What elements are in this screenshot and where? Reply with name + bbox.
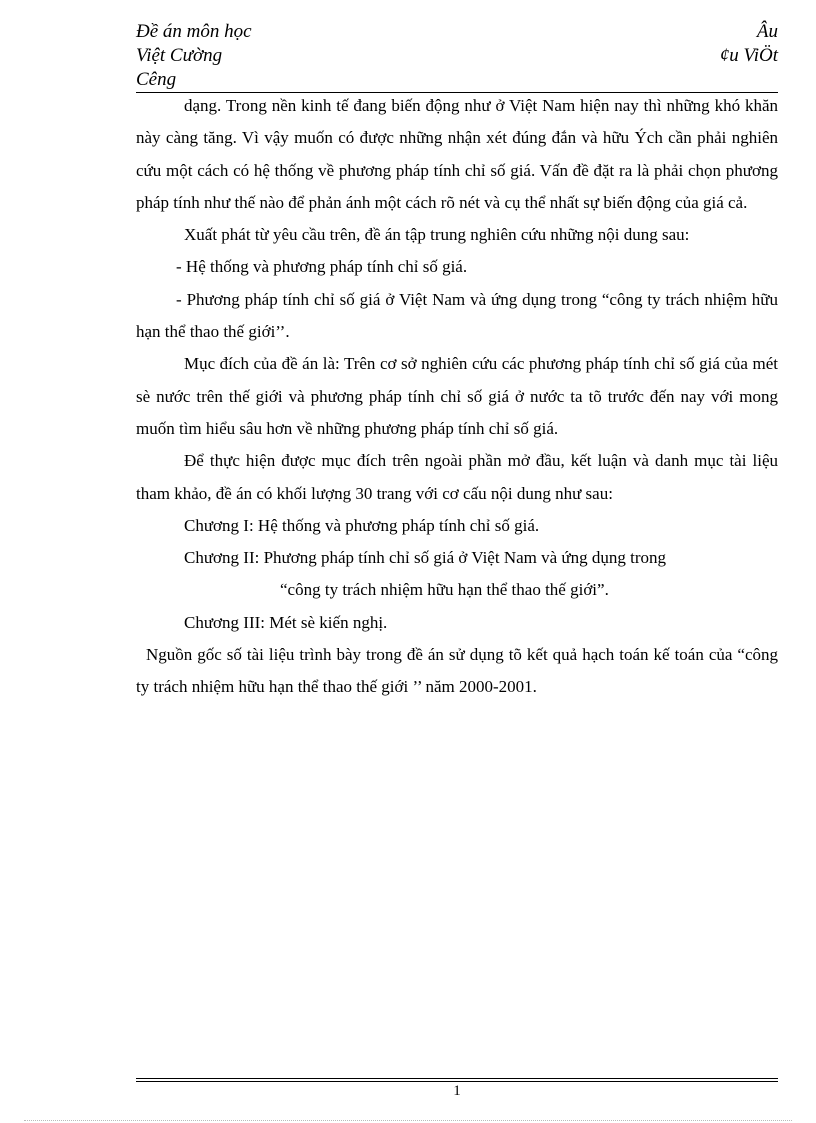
header-right-line1: Âu [756, 21, 778, 42]
page-bottom-edge [24, 1120, 792, 1121]
header-right-line2: ¢u ViÖt [719, 45, 778, 66]
list-item-scope-1: - Hệ thống và phương pháp tính chỉ số giá. [176, 257, 468, 277]
header-course-label: Đề án môn học [136, 21, 252, 42]
footer-divider-top [136, 1078, 778, 1079]
header-author-name-cont: Cêng [136, 69, 177, 90]
paragraph-sources: Nguồn gốc số tài liệu trình bày trong đề án sử dụng tõ kết quả hạch toán kế toán của “công ty trách nhiệm hữu hạn thể thao thế giới ’’ năm 2000-2001. [136, 645, 778, 697]
paragraph-intro: dạng. Trong nền kinh tế đang biến động như ở Việt Nam hiện nay thì những khó khăn này càng tăng. Vì vậy muốn có được những nhận xét đúng đắn và hữu Ých cần phải nghiên cứu một cách có hệ thống về phương pháp tính chỉ số giá. Vấn đề đặt ra là phải chọn phương pháp tính như thế nào để phản ánh một cách rõ nét và cụ thể nhất sự biến động của giá cả. [136, 96, 778, 212]
chapter-3-entry: Chương III: Mét sè kiến nghị. [184, 612, 388, 632]
chapter-2-entry-cont: “công ty trách nhiệm hữu hạn thể thao thế giới”. [280, 580, 609, 600]
list-item-scope-2: - Phương pháp tính chỉ số giá ở Việt Nam và ứng dụng trong “công ty trách nhiệm hữu hạn thể thao thế giới’’. [136, 289, 778, 342]
document-body [136, 90, 778, 704]
paragraph-purpose: Mục đích của đề án là: Trên cơ sở nghiên cứu các phương pháp tính chỉ số giá của mét sè nước trên thế giới và phương pháp tính chỉ số giá ở nước ta tõ trước đến nay với mong muốn tìm hiểu sâu hơn về những phương pháp tính chỉ số giá. [136, 354, 778, 438]
page-number: 1 [453, 1083, 461, 1099]
paragraph-structure: Để thực hiện được mục đích trên ngoài phần mở đầu, kết luận và danh mục tài liệu tham khảo, đề án có khối lượng 30 trang với cơ cấu nội dung như sau: [136, 451, 778, 503]
chapter-2-entry: Chương II: Phương pháp tính chỉ số giá ở Việt Nam và ứng dụng trong [184, 548, 667, 568]
chapter-1-entry: Chương I: Hệ thống và phương pháp tính chỉ số giá. [184, 515, 540, 535]
page-header [136, 20, 778, 92]
header-author-name: Việt Cường [136, 45, 223, 66]
paragraph-scope: Xuất phát từ yêu cầu trên, đề án tập trung nghiên cứu những nội dung sau: [184, 225, 690, 245]
